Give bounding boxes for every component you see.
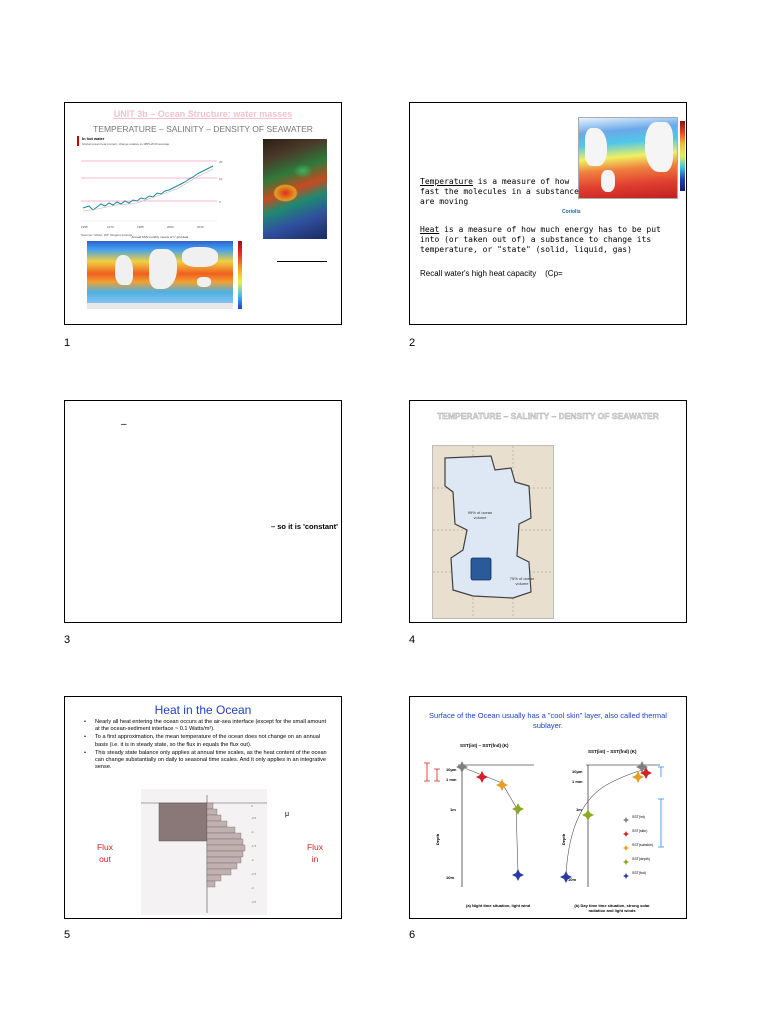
svg-text:20: 20	[219, 160, 223, 164]
tick-a-1mm: 1 mm	[446, 777, 457, 782]
legend-sst-depth: SST(depth)	[632, 857, 650, 861]
tick-a-10m: 10m	[446, 875, 455, 880]
constant-text: – so it is 'constant'	[271, 522, 338, 531]
page-number-1: 1	[64, 337, 71, 349]
heat-text: is a measure of how much energy has to be put into (or taken out of) a substance to change its temperature, or "state" (solid, liquid, gas)	[420, 225, 661, 254]
svg-text:1955: 1955	[81, 225, 88, 229]
label-99-percent: 99% of ocean volume	[467, 510, 493, 520]
svg-text:-1: -1	[251, 830, 254, 834]
slide-4-title: TEMPERATURE – SALINITY – DENSITY OF SEAWATER	[437, 411, 659, 421]
legend-stars	[623, 817, 629, 879]
svg-text:2000: 2000	[167, 225, 174, 229]
panel-b-axis-label: SST(int) – SST(fnd) (K)	[588, 749, 637, 754]
slide-2[interactable]	[409, 102, 687, 325]
tick-b-1m: 1m	[576, 807, 582, 812]
svg-text:10: 10	[219, 177, 223, 181]
page-number-5: 5	[64, 929, 71, 941]
page-number-3: 3	[64, 634, 71, 646]
legend-sst-subskin: SST(subskin)	[632, 843, 654, 847]
tick-a-10um: 10μm	[446, 767, 457, 772]
flux-out-label: Flux out	[96, 842, 114, 864]
temperature-text: is a measure of how fast the molecules in a substance are moving	[420, 177, 579, 206]
flux-in-label: Flux in	[306, 842, 324, 864]
coriolis-logo: Coriolis	[562, 209, 581, 215]
panel-a-night	[424, 763, 534, 887]
map-title: Annual SSS monthly means of 1˚ grid data	[131, 235, 189, 239]
recall-heat-capacity: Recall water's high heat capacity (Cp=	[420, 269, 563, 278]
svg-text:-2.5: -2.5	[251, 872, 257, 876]
slide-5[interactable]	[64, 696, 342, 919]
legend-sst-skin: SST(skin)	[632, 829, 648, 833]
svg-text:0: 0	[251, 804, 253, 808]
svg-text:-3.5: -3.5	[251, 900, 257, 904]
chart-source: Sources: NOAA; IAP; Rutgers Institute	[81, 233, 133, 237]
chart-title: In hot water	[82, 136, 105, 141]
panel-b-caption: (b) Day time time situation, strong solar radiation and light winds	[574, 903, 650, 913]
label-75-percent: 75% of ocean volume	[509, 576, 535, 586]
slide-1-subtitle: TEMPERATURE – SALINITY – DENSITY OF SEAWATER	[93, 124, 313, 134]
heat-definition	[420, 225, 682, 255]
page-number-2: 2	[409, 337, 416, 349]
heat-bullets	[81, 719, 331, 772]
slide-1[interactable]	[64, 102, 342, 325]
cool-skin-diagram	[410, 733, 687, 919]
tick-a-1m: 1m	[450, 807, 456, 812]
world-salinity-map	[77, 235, 243, 323]
underline-blank	[277, 261, 327, 262]
heat-word: Heat	[420, 225, 440, 234]
temperature-word: Temperature	[420, 177, 473, 186]
heat-flux-histogram	[141, 789, 267, 915]
slide-4[interactable]	[409, 400, 687, 623]
depth-label-a: Depth	[435, 833, 441, 846]
tick-b-10m: 10m	[568, 877, 577, 882]
svg-text:0: 0	[219, 200, 221, 204]
ts-volume-diagram	[432, 445, 554, 619]
bullet-2: • To a first approximation, the mean temperature of the ocean does not change on an annual basis (i.e. it is in steady state, so the flux in equals the flux out).	[81, 734, 331, 748]
legend-sst-int: SST(int)	[632, 815, 645, 819]
mu-symbol: μ	[285, 811, 290, 818]
slide-6-title: Surface of the Ocean usually has a "cool skin" layer, also called thermal sublayer.	[429, 711, 667, 730]
depth-label-b: Depth	[561, 833, 567, 846]
svg-text:-2: -2	[251, 858, 254, 862]
slide-1-title: UNIT 3b – Ocean Structure: water masses	[113, 109, 293, 119]
bullet-1: • Nearly all heat entering the ocean occurs at the air-sea interface (except for the small amount at the ocean-sediment interface ~ 0.1 Watts/m²).	[81, 719, 331, 733]
temperature-definition	[420, 177, 580, 207]
svg-text:1970: 1970	[107, 225, 114, 229]
tick-b-1mm: 1 mm	[572, 779, 583, 784]
satellite-sst-image	[263, 139, 327, 239]
svg-text:-1.5: -1.5	[251, 844, 257, 848]
panel-a-axis-label: SST(int) – SST(fnd) (K)	[460, 743, 509, 748]
bullet-3: • This steady state balance only applies at annual time scales, as the heat content of the ocean can change substantially on daily to seasonal time scales. And it only applies in an integrative sense.	[81, 750, 331, 772]
panel-a-caption: (a) Night time situation, light wind	[466, 903, 531, 908]
markers-a	[456, 761, 524, 881]
heat-content-plot	[77, 146, 227, 241]
svg-text:-3: -3	[251, 886, 254, 890]
tick-b-10um: 10μm	[572, 769, 583, 774]
chart-subtitle: Global ocean heat content, change relative to 1955-2010 average	[82, 142, 170, 146]
slide-6[interactable]	[409, 696, 687, 919]
legend-sst-fnd: SST(fnd)	[632, 871, 647, 875]
svg-text:1985: 1985	[137, 225, 144, 229]
slide-3[interactable]	[64, 400, 342, 623]
svg-text:-0.5: -0.5	[251, 816, 257, 820]
slide-5-title: Heat in the Ocean	[154, 703, 252, 717]
dash-mark: –	[121, 419, 127, 430]
page-number-6: 6	[409, 929, 416, 941]
svg-text:2015: 2015	[197, 225, 204, 229]
heat-content-chart	[77, 136, 227, 236]
temperature-analysis-map	[562, 111, 686, 217]
page-number-4: 4	[409, 634, 416, 646]
